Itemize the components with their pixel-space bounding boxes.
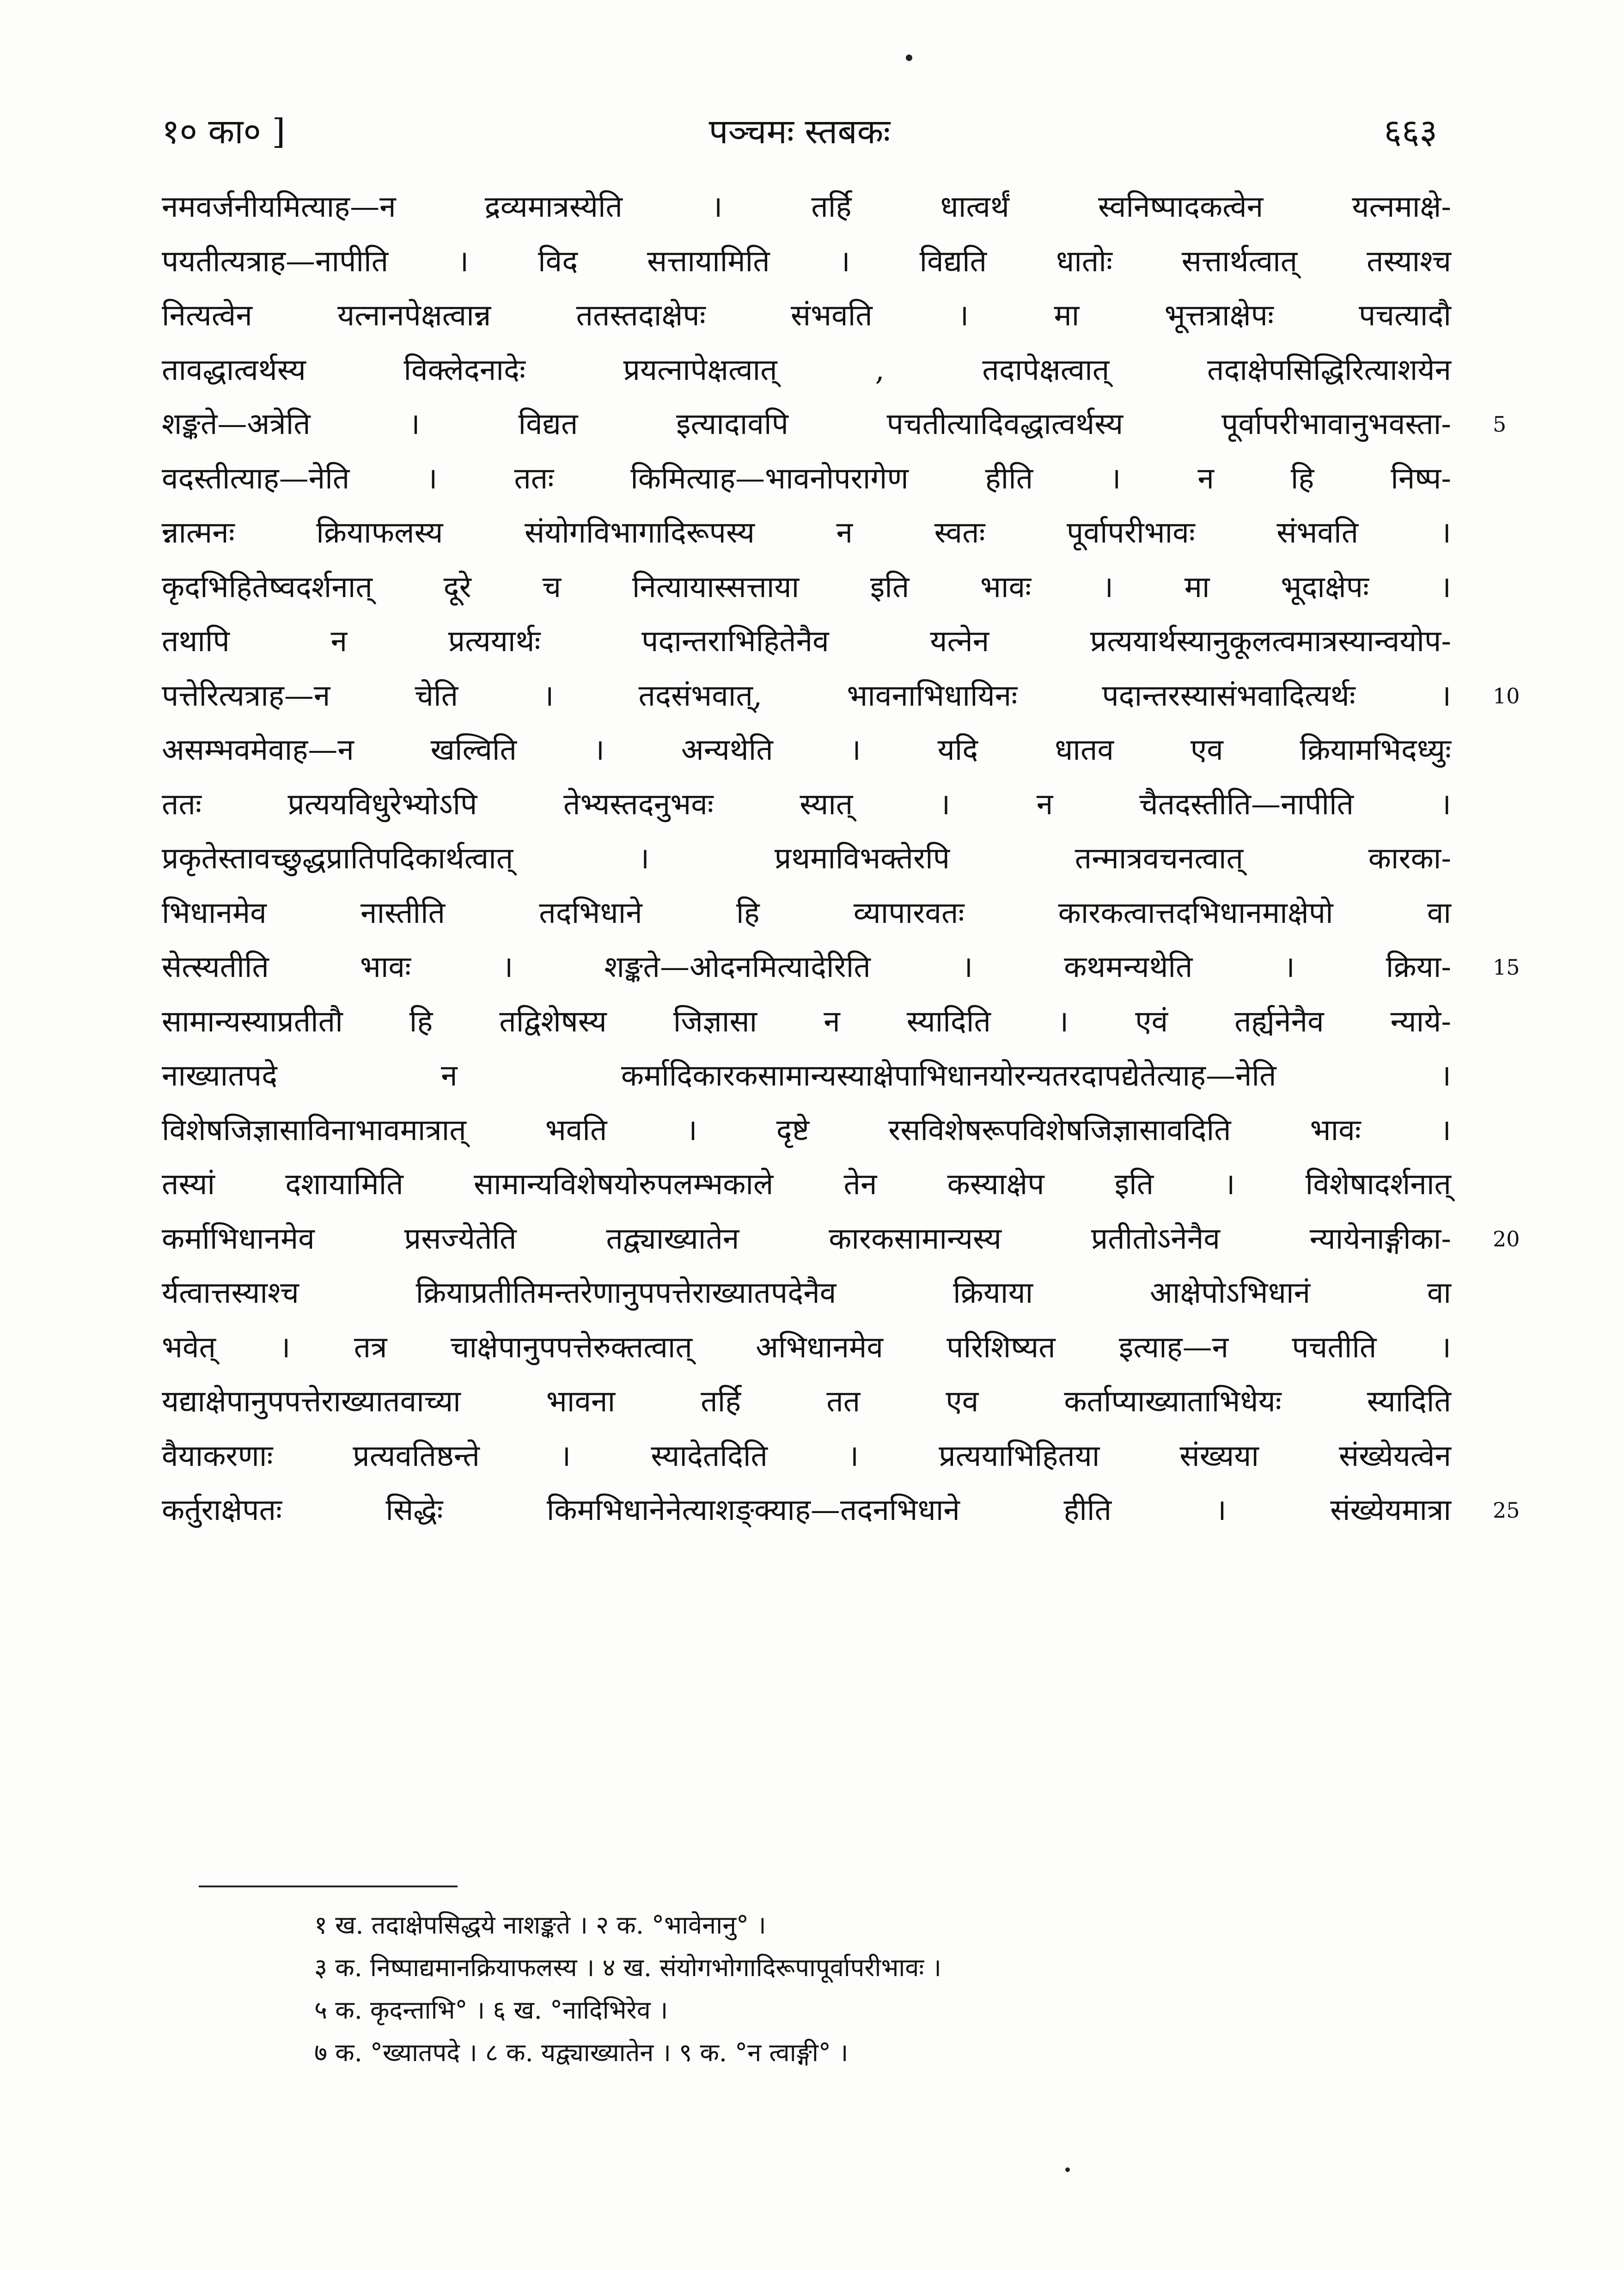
text-line: सामान्यस्याप्रतीतौ हि तद्विशेषस्य जिज्ञासा न स्यादिति । एवं तर्ह्यनेनैव न्याये- (162, 1004, 1451, 1039)
main-text (162, 180, 1520, 1538)
text-line: नित्यत्वेन यत्नानपेक्षत्वान्न ततस्तदाक्षेपः संभवति । मा भूत्तत्राक्षेपः पचत्यादौ (162, 299, 1451, 333)
text-line: न्नात्मनः क्रियाफलस्य संयोगविभागादिरूपस्य न स्वतः पूर्वापरीभावः संभवति । (162, 516, 1451, 550)
footnotes (314, 1904, 1423, 2074)
line-number: 5 (1493, 412, 1507, 437)
line-number: 20 (1493, 1226, 1520, 1251)
header-section-ref: १० का० ] (162, 112, 286, 152)
text-line: प्रकृतेस्तावच्छुद्धप्रातिपदिकार्थत्वात् । प्रथमाविभक्तेरपि तन्मात्रवचनत्वात् कारका- (162, 842, 1451, 876)
ink-speck-bottom (1065, 2167, 1070, 2172)
text-line: कृदभिहितेष्वदर्शनात् दूरे च नित्यायास्सत्ताया इति भावः । मा भूदाक्षेपः । (162, 570, 1451, 604)
text-line: तावद्धात्वर्थस्य विक्लेदनादेः प्रयत्नापेक्षत्वात् , तदापेक्षत्वात् तदाक्षेपसिद्धिरित्याशयेन (162, 353, 1451, 387)
text-line: भवेत् । तत्र चाक्षेपानुपपत्तेरुक्तत्वात् अभिधानमेव परिशिष्यत इत्याह—न पचतीति । (162, 1330, 1451, 1365)
ink-speck-top (906, 55, 912, 61)
line-number: 25 (1493, 1498, 1520, 1523)
footnote-line: १ ख. तदाक्षेपसिद्धये नाशङ्कते । २ क. °भावेनानु° । (314, 1910, 766, 1940)
text-line: यद्याक्षेपानुपपत्तेराख्यातवाच्या भावना तर्हि तत एव कर्ताप्याख्याताभिधेयः स्यादिति (162, 1385, 1451, 1419)
line-number: 10 (1493, 683, 1520, 708)
text-line: तस्यां दशायामिति सामान्यविशेषयोरुपलम्भकाले तेन कस्याक्षेप इति । विशेषादर्शनात् (162, 1167, 1451, 1202)
text-line: वैयाकरणाः प्रत्यवतिष्ठन्ते । स्यादेतदिति । प्रत्ययाभिहितया संख्यया संख्येयत्वेन (162, 1439, 1451, 1473)
page-number: ६६३ (1384, 112, 1437, 152)
text-line: नमवर्जनीयमित्याह—न द्रव्यमात्रस्येति । तर्हि धात्वर्थं स्वनिष्पादकत्वेन यत्नमाक्षे- (162, 190, 1451, 224)
footnote-line: ७ क. °ख्यातपदे । ८ क. यद्व्याख्यातेन । ९ क. °न त्वाङ्गी° । (314, 2038, 849, 2067)
text-line: वदस्तीत्याह—नेति । ततः किमित्याह—भावनोपरागेण हीति । न हि निष्प- (162, 461, 1451, 496)
text-line: भिधानमेव नास्तीति तदभिधाने हि व्यापारवतः कारकत्वात्तदभिधानमाक्षेपो वा (162, 896, 1451, 930)
text-line: तथापि न प्रत्ययार्थः पदान्तराभिहितेनैव यत्नेन प्रत्ययार्थस्यानुकूलत्वमात्रस्यान्वयोप- (162, 624, 1451, 659)
footnote-line: ३ क. निष्पाद्यमानक्रियाफलस्य । ४ ख. संयोगभोगादिरूपापूर्वापरीभावः । (314, 1953, 941, 1982)
text-line: ततः प्रत्ययविधुरेभ्योऽपि तेभ्यस्तदनुभवः स्यात् । न चैतदस्तीति—नापीति । (162, 787, 1451, 822)
text-line: असम्भवमेवाह—न खल्विति । अन्यथेति । यदि धातव एव क्रियामभिदध्युः (162, 733, 1451, 767)
text-line: कर्माभिधानमेव प्रसज्येतेति तद्व्याख्यातेन कारकसामान्यस्य प्रतीतोऽनेनैव न्यायेनाङ्गीका- 20 (162, 1212, 1451, 1267)
text-line: सेत्स्यतीति भावः । शङ्कते—ओदनमित्यादेरिति । कथमन्यथेति । क्रिया- 15 (162, 940, 1451, 995)
text-line: र्यत्वात्तस्याश्च क्रियाप्रतीतिमन्तरेणानुपपत्तेराख्यातपदेनैव क्रियाया आक्षेपोऽभिधानं वा (162, 1276, 1451, 1310)
footnote-line: ५ क. कृदन्ताभि° । ६ ख. °नादिभिरेव । (314, 1995, 668, 2025)
text-line: कर्तुराक्षेपतः सिद्धेः किमभिधानेनेत्याशङ्क्याह—तदनभिधाने हीति । संख्येयमात्रा 25 (162, 1483, 1451, 1538)
text-line: पयतीत्यत्राह—नापीति । विद सत्तायामिति । विद्यति धातोः सत्तार्थत्वात् तस्याश्च (162, 244, 1451, 279)
text-line: नाख्यातपदे न कर्मादिकारकसामान्यस्याक्षेपाभिधानयोरन्यतरदापद्येतेत्याह—नेति । (162, 1059, 1451, 1093)
text-line: शङ्कते—अत्रेति । विद्यत इत्यादावपि पचतीत्यादिवद्धात्वर्थस्य पूर्वापरीभावानुभवस्ता- 5 (162, 397, 1451, 452)
header-title: पञ्चमः स्तबकः (708, 112, 891, 152)
line-number: 15 (1493, 955, 1520, 980)
footnote-divider (199, 1886, 458, 1887)
text-line: विशेषजिज्ञासाविनाभावमात्रात् भवति । दृष्टे रसविशेषरूपविशेषजिज्ञासावदिति भावः । (162, 1113, 1451, 1147)
running-header (162, 97, 1437, 166)
text-line: पत्तेरित्यत्राह—न चेति । तदसंभवात्, भावनाभिधायिनः पदान्तरस्यासंभवादित्यर्थः । 10 (162, 669, 1451, 724)
